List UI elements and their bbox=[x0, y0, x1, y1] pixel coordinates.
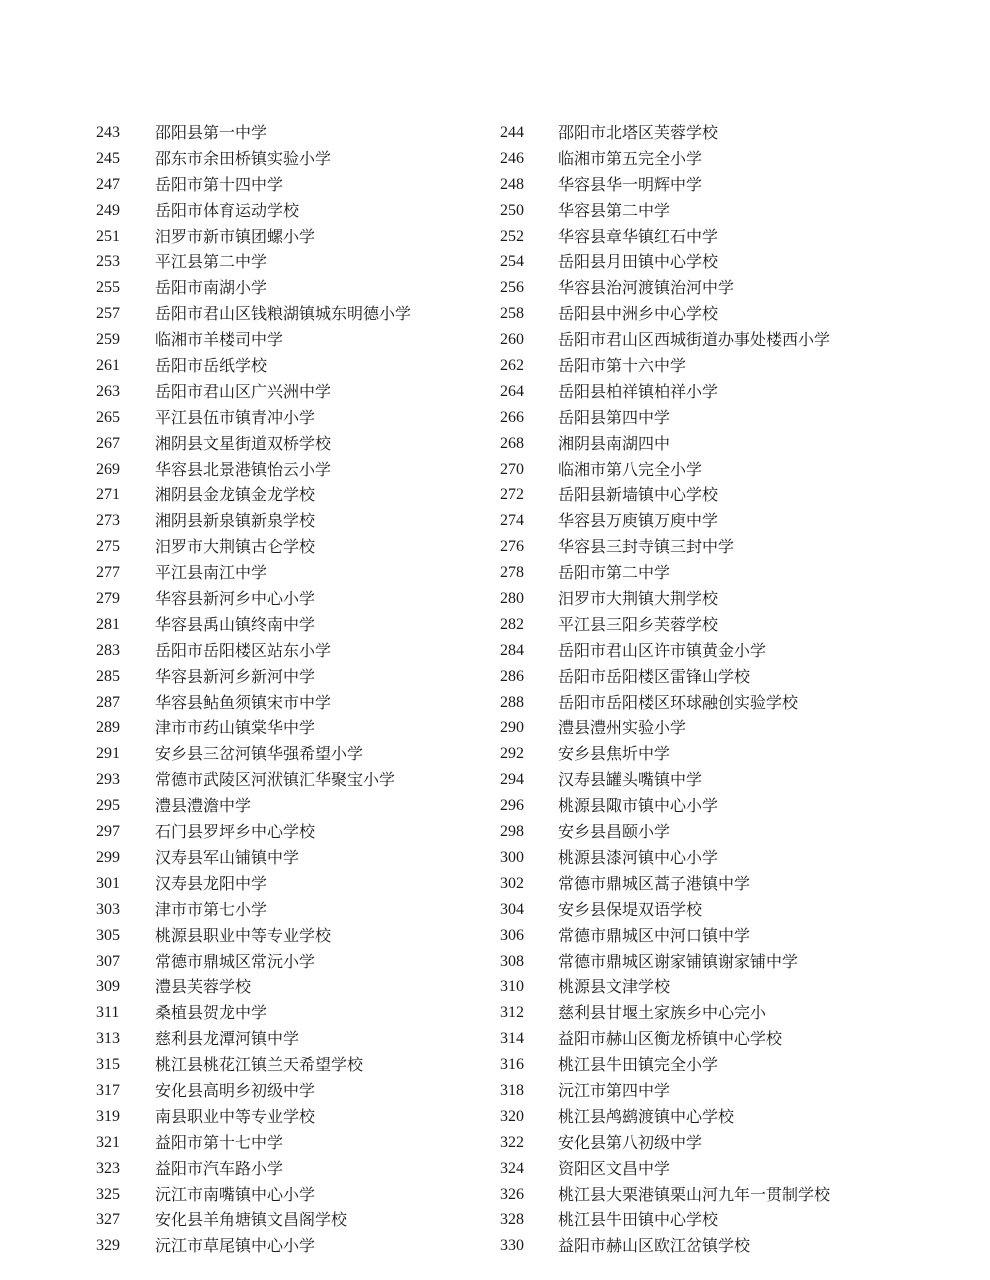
entry-number-right: 316 bbox=[500, 1056, 524, 1074]
entry-name-right: 澧县澧州实验小学 bbox=[558, 718, 687, 738]
entry-number-right: 254 bbox=[500, 253, 524, 271]
list-row bbox=[0, 379, 990, 405]
entry-name-right: 临湘市第五完全小学 bbox=[558, 148, 703, 168]
entry-name-right: 湘阴县南湖四中 bbox=[558, 433, 671, 453]
list-row bbox=[0, 301, 990, 327]
entry-name-right: 安化县第八初级中学 bbox=[558, 1132, 703, 1152]
list-row bbox=[0, 638, 990, 664]
school-list bbox=[0, 120, 990, 1259]
list-row bbox=[0, 845, 990, 871]
entry-name-left: 澧县芙蓉学校 bbox=[155, 977, 252, 997]
entry-number-left: 329 bbox=[96, 1237, 120, 1255]
entry-number-left: 311 bbox=[96, 1004, 120, 1022]
entry-name-right: 岳阳市第二中学 bbox=[558, 563, 671, 583]
entry-name-right: 岳阳市第十六中学 bbox=[558, 356, 687, 376]
entry-number-right: 282 bbox=[500, 615, 524, 633]
entry-name-right: 岳阳市君山区许市镇黄金小学 bbox=[558, 640, 767, 660]
list-row bbox=[0, 1104, 990, 1130]
entry-name-right: 桃江县鸬鹚渡镇中心学校 bbox=[558, 1106, 735, 1126]
entry-name-left: 岳阳市君山区钱粮湖镇城东明德小学 bbox=[155, 304, 412, 324]
entry-name-right: 桃源县漆河镇中心小学 bbox=[558, 847, 719, 867]
entry-name-left: 临湘市羊楼司中学 bbox=[155, 330, 284, 350]
entry-number-right: 256 bbox=[500, 279, 524, 297]
entry-number-left: 277 bbox=[96, 564, 120, 582]
entry-number-left: 295 bbox=[96, 797, 120, 815]
entry-number-left: 293 bbox=[96, 771, 120, 789]
entry-name-left: 岳阳市岳阳楼区站东小学 bbox=[155, 640, 332, 660]
entry-number-left: 249 bbox=[96, 201, 120, 219]
list-row bbox=[0, 1156, 990, 1182]
entry-name-left: 益阳市第十七中学 bbox=[155, 1132, 284, 1152]
entry-name-left: 岳阳市岳纸学校 bbox=[155, 356, 268, 376]
entry-name-left: 湘阴县新泉镇新泉学校 bbox=[155, 511, 316, 531]
entry-number-left: 285 bbox=[96, 667, 120, 685]
entry-number-right: 274 bbox=[500, 512, 524, 530]
entry-number-left: 259 bbox=[96, 331, 120, 349]
list-row bbox=[0, 1207, 990, 1233]
entry-name-left: 石门县罗坪乡中心学校 bbox=[155, 822, 316, 842]
entry-name-right: 岳阳县第四中学 bbox=[558, 407, 671, 427]
list-row bbox=[0, 1052, 990, 1078]
entry-name-right: 桃江县牛田镇完全小学 bbox=[558, 1055, 719, 1075]
entry-name-right: 岳阳县柏祥镇柏祥小学 bbox=[558, 381, 719, 401]
entry-name-right: 桃江县牛田镇中心学校 bbox=[558, 1210, 719, 1230]
entry-name-left: 沅江市南嘴镇中心小学 bbox=[155, 1184, 316, 1204]
entry-number-left: 283 bbox=[96, 641, 120, 659]
entry-number-right: 278 bbox=[500, 564, 524, 582]
entry-name-right: 汉寿县罐头嘴镇中学 bbox=[558, 770, 703, 790]
entry-number-right: 244 bbox=[500, 124, 524, 141]
entry-number-left: 267 bbox=[96, 434, 120, 452]
entry-number-right: 314 bbox=[500, 1030, 524, 1048]
entry-number-left: 309 bbox=[96, 978, 120, 996]
entry-number-right: 276 bbox=[500, 538, 524, 556]
list-row bbox=[0, 249, 990, 275]
entry-number-left: 289 bbox=[96, 719, 120, 737]
entry-name-right: 华容县治河渡镇治河中学 bbox=[558, 278, 735, 298]
list-row bbox=[0, 819, 990, 845]
entry-number-right: 308 bbox=[500, 952, 524, 970]
entry-number-left: 317 bbox=[96, 1081, 120, 1099]
entry-number-left: 303 bbox=[96, 900, 120, 918]
list-row bbox=[0, 664, 990, 690]
entry-name-left: 常德市武陵区河洑镇汇华聚宝小学 bbox=[155, 770, 396, 790]
list-row bbox=[0, 1233, 990, 1259]
entry-name-right: 慈利县甘堰土家族乡中心完小 bbox=[558, 1003, 767, 1023]
entry-name-left: 澧县澧澹中学 bbox=[155, 796, 252, 816]
entry-number-left: 315 bbox=[96, 1056, 120, 1074]
entry-name-right: 华容县章华镇红石中学 bbox=[558, 226, 719, 246]
entry-number-right: 306 bbox=[500, 926, 524, 944]
entry-name-right: 桃江县大栗港镇栗山河九年一贯制学校 bbox=[558, 1184, 831, 1204]
entry-name-left: 湘阴县金龙镇金龙学校 bbox=[155, 485, 316, 505]
entry-number-left: 273 bbox=[96, 512, 120, 530]
entry-number-left: 247 bbox=[96, 175, 120, 193]
entry-name-left: 华容县北景港镇怡云小学 bbox=[155, 459, 332, 479]
entry-number-left: 265 bbox=[96, 408, 120, 426]
entry-name-left: 桑植县贺龙中学 bbox=[155, 1003, 268, 1023]
entry-number-right: 328 bbox=[500, 1211, 524, 1229]
entry-name-left: 汨罗市新市镇团螺小学 bbox=[155, 226, 316, 246]
entry-number-right: 280 bbox=[500, 590, 524, 608]
entry-name-left: 邵东市余田桥镇实验小学 bbox=[155, 148, 332, 168]
list-row bbox=[0, 1026, 990, 1052]
list-row bbox=[0, 1182, 990, 1208]
list-row bbox=[0, 534, 990, 560]
entry-number-left: 281 bbox=[96, 615, 120, 633]
entry-name-left: 汨罗市大荆镇古仑学校 bbox=[155, 537, 316, 557]
entry-name-right: 平江县三阳乡芙蓉学校 bbox=[558, 614, 719, 634]
entry-number-right: 304 bbox=[500, 900, 524, 918]
list-row bbox=[0, 405, 990, 431]
list-row bbox=[0, 586, 990, 612]
entry-name-right: 常德市鼎城区谢家铺镇谢家铺中学 bbox=[558, 951, 799, 971]
entry-name-right: 益阳市赫山区欧江岔镇学校 bbox=[558, 1236, 751, 1256]
entry-number-left: 255 bbox=[96, 279, 120, 297]
entry-number-right: 286 bbox=[500, 667, 524, 685]
list-row bbox=[0, 353, 990, 379]
entry-name-left: 华容县鲇鱼须镇宋市中学 bbox=[155, 692, 332, 712]
entry-name-right: 临湘市第八完全小学 bbox=[558, 459, 703, 479]
entry-number-right: 292 bbox=[500, 745, 524, 763]
entry-name-left: 岳阳市第十四中学 bbox=[155, 174, 284, 194]
entry-number-left: 325 bbox=[96, 1185, 120, 1203]
entry-name-right: 岳阳县中洲乡中心学校 bbox=[558, 304, 719, 324]
entry-number-left: 243 bbox=[96, 124, 120, 141]
entry-number-right: 302 bbox=[500, 874, 524, 892]
list-row bbox=[0, 1000, 990, 1026]
entry-number-left: 251 bbox=[96, 227, 120, 245]
list-row bbox=[0, 715, 990, 741]
entry-number-right: 258 bbox=[500, 305, 524, 323]
entry-name-left: 桃源县职业中等专业学校 bbox=[155, 925, 332, 945]
entry-number-right: 294 bbox=[500, 771, 524, 789]
entry-name-right: 桃源县文津学校 bbox=[558, 977, 671, 997]
entry-name-right: 邵阳市北塔区芙蓉学校 bbox=[558, 123, 719, 142]
entry-number-right: 300 bbox=[500, 848, 524, 866]
entry-name-left: 津市市药山镇棠华中学 bbox=[155, 718, 316, 738]
entry-number-right: 318 bbox=[500, 1081, 524, 1099]
list-row bbox=[0, 949, 990, 975]
entry-number-left: 261 bbox=[96, 357, 120, 375]
list-row bbox=[0, 741, 990, 767]
entry-name-left: 华容县新河乡新河中学 bbox=[155, 666, 316, 686]
entry-name-left: 安化县羊角塘镇文昌阁学校 bbox=[155, 1210, 348, 1230]
entry-number-right: 312 bbox=[500, 1004, 524, 1022]
entry-name-left: 常德市鼎城区常沅小学 bbox=[155, 951, 316, 971]
list-row bbox=[0, 690, 990, 716]
entry-name-right: 安乡县昌颐小学 bbox=[558, 822, 671, 842]
list-row bbox=[0, 767, 990, 793]
list-row bbox=[0, 974, 990, 1000]
list-row bbox=[0, 327, 990, 353]
entry-name-left: 南县职业中等专业学校 bbox=[155, 1106, 316, 1126]
entry-number-left: 305 bbox=[96, 926, 120, 944]
entry-name-right: 汨罗市大荆镇大荆学校 bbox=[558, 589, 719, 609]
entry-number-right: 296 bbox=[500, 797, 524, 815]
entry-number-right: 298 bbox=[500, 823, 524, 841]
entry-name-right: 岳阳市岳阳楼区雷锋山学校 bbox=[558, 666, 751, 686]
entry-number-right: 288 bbox=[500, 693, 524, 711]
entry-name-right: 沅江市第四中学 bbox=[558, 1080, 671, 1100]
list-row bbox=[0, 508, 990, 534]
entry-number-left: 279 bbox=[96, 590, 120, 608]
entry-name-left: 岳阳市南湖小学 bbox=[155, 278, 268, 298]
list-row bbox=[0, 457, 990, 483]
entry-name-right: 岳阳市君山区西城街道办事处楼西小学 bbox=[558, 330, 831, 350]
entry-name-left: 沅江市草尾镇中心小学 bbox=[155, 1236, 316, 1256]
entry-number-right: 284 bbox=[500, 641, 524, 659]
entry-number-right: 290 bbox=[500, 719, 524, 737]
entry-name-left: 平江县南江中学 bbox=[155, 563, 268, 583]
entry-name-left: 邵阳县第一中学 bbox=[155, 123, 268, 142]
entry-number-left: 269 bbox=[96, 460, 120, 478]
entry-name-left: 华容县新河乡中心小学 bbox=[155, 589, 316, 609]
list-row bbox=[0, 172, 990, 198]
entry-name-right: 华容县第二中学 bbox=[558, 200, 671, 220]
list-row bbox=[0, 1130, 990, 1156]
list-row bbox=[0, 482, 990, 508]
list-row bbox=[0, 793, 990, 819]
entry-number-right: 266 bbox=[500, 408, 524, 426]
list-row bbox=[0, 146, 990, 172]
entry-name-right: 岳阳县新墙镇中心学校 bbox=[558, 485, 719, 505]
entry-number-right: 322 bbox=[500, 1133, 524, 1151]
entry-number-left: 257 bbox=[96, 305, 120, 323]
entry-name-left: 岳阳市君山区广兴洲中学 bbox=[155, 381, 332, 401]
entry-number-right: 250 bbox=[500, 201, 524, 219]
entry-name-right: 常德市鼎城区中河口镇中学 bbox=[558, 925, 751, 945]
entry-number-right: 272 bbox=[500, 486, 524, 504]
entry-number-right: 270 bbox=[500, 460, 524, 478]
list-row bbox=[0, 897, 990, 923]
entry-number-left: 327 bbox=[96, 1211, 120, 1229]
entry-number-right: 264 bbox=[500, 382, 524, 400]
entry-name-right: 益阳市赫山区衡龙桥镇中心学校 bbox=[558, 1029, 783, 1049]
entry-number-left: 321 bbox=[96, 1133, 120, 1151]
list-row bbox=[0, 923, 990, 949]
entry-name-left: 安化县高明乡初级中学 bbox=[155, 1080, 316, 1100]
entry-number-right: 262 bbox=[500, 357, 524, 375]
entry-name-right: 华容县万庾镇万庾中学 bbox=[558, 511, 719, 531]
entry-name-right: 岳阳县月田镇中心学校 bbox=[558, 252, 719, 272]
entry-number-right: 320 bbox=[500, 1107, 524, 1125]
entry-name-right: 华容县三封寺镇三封中学 bbox=[558, 537, 735, 557]
entry-number-left: 323 bbox=[96, 1159, 120, 1177]
entry-number-right: 248 bbox=[500, 175, 524, 193]
entry-number-left: 291 bbox=[96, 745, 120, 763]
list-row bbox=[0, 198, 990, 224]
entry-number-right: 326 bbox=[500, 1185, 524, 1203]
entry-name-left: 汉寿县军山铺镇中学 bbox=[155, 847, 300, 867]
entry-name-left: 汉寿县龙阳中学 bbox=[155, 873, 268, 893]
entry-number-left: 253 bbox=[96, 253, 120, 271]
entry-name-left: 岳阳市体育运动学校 bbox=[155, 200, 300, 220]
entry-name-left: 桃江县桃花江镇兰天希望学校 bbox=[155, 1055, 364, 1075]
entry-number-left: 299 bbox=[96, 848, 120, 866]
list-row bbox=[0, 560, 990, 586]
entry-number-left: 313 bbox=[96, 1030, 120, 1048]
list-row bbox=[0, 1078, 990, 1104]
entry-name-right: 岳阳市岳阳楼区环球融创实验学校 bbox=[558, 692, 799, 712]
entry-number-left: 275 bbox=[96, 538, 120, 556]
list-row bbox=[0, 612, 990, 638]
entry-number-left: 245 bbox=[96, 149, 120, 167]
entry-name-left: 湘阴县文星街道双桥学校 bbox=[155, 433, 332, 453]
entry-name-left: 津市市第七小学 bbox=[155, 899, 268, 919]
list-row bbox=[0, 871, 990, 897]
entry-number-left: 319 bbox=[96, 1107, 120, 1125]
entry-number-left: 263 bbox=[96, 382, 120, 400]
entry-name-left: 平江县第二中学 bbox=[155, 252, 268, 272]
entry-number-right: 268 bbox=[500, 434, 524, 452]
entry-number-left: 287 bbox=[96, 693, 120, 711]
entry-name-right: 安乡县保堤双语学校 bbox=[558, 899, 703, 919]
list-row bbox=[0, 431, 990, 457]
entry-number-left: 271 bbox=[96, 486, 120, 504]
entry-name-right: 常德市鼎城区蒿子港镇中学 bbox=[558, 873, 751, 893]
entry-name-right: 华容县华一明辉中学 bbox=[558, 174, 703, 194]
entry-number-right: 330 bbox=[500, 1237, 524, 1255]
entry-name-right: 桃源县陬市镇中心小学 bbox=[558, 796, 719, 816]
list-row bbox=[0, 275, 990, 301]
entry-name-right: 资阳区文昌中学 bbox=[558, 1158, 671, 1178]
entry-name-left: 安乡县三岔河镇华强希望小学 bbox=[155, 744, 364, 764]
entry-name-left: 益阳市汽车路小学 bbox=[155, 1158, 284, 1178]
entry-name-right: 安乡县焦圻中学 bbox=[558, 744, 671, 764]
entry-number-right: 260 bbox=[500, 331, 524, 349]
list-row bbox=[0, 224, 990, 250]
entry-number-right: 310 bbox=[500, 978, 524, 996]
entry-number-left: 301 bbox=[96, 874, 120, 892]
entry-number-left: 297 bbox=[96, 823, 120, 841]
entry-name-left: 慈利县龙潭河镇中学 bbox=[155, 1029, 300, 1049]
entry-number-right: 246 bbox=[500, 149, 524, 167]
entry-name-left: 平江县伍市镇青冲小学 bbox=[155, 407, 316, 427]
entry-number-right: 324 bbox=[500, 1159, 524, 1177]
entry-number-left: 307 bbox=[96, 952, 120, 970]
entry-name-left: 华容县禹山镇终南中学 bbox=[155, 614, 316, 634]
entry-number-right: 252 bbox=[500, 227, 524, 245]
list-row bbox=[0, 120, 990, 146]
